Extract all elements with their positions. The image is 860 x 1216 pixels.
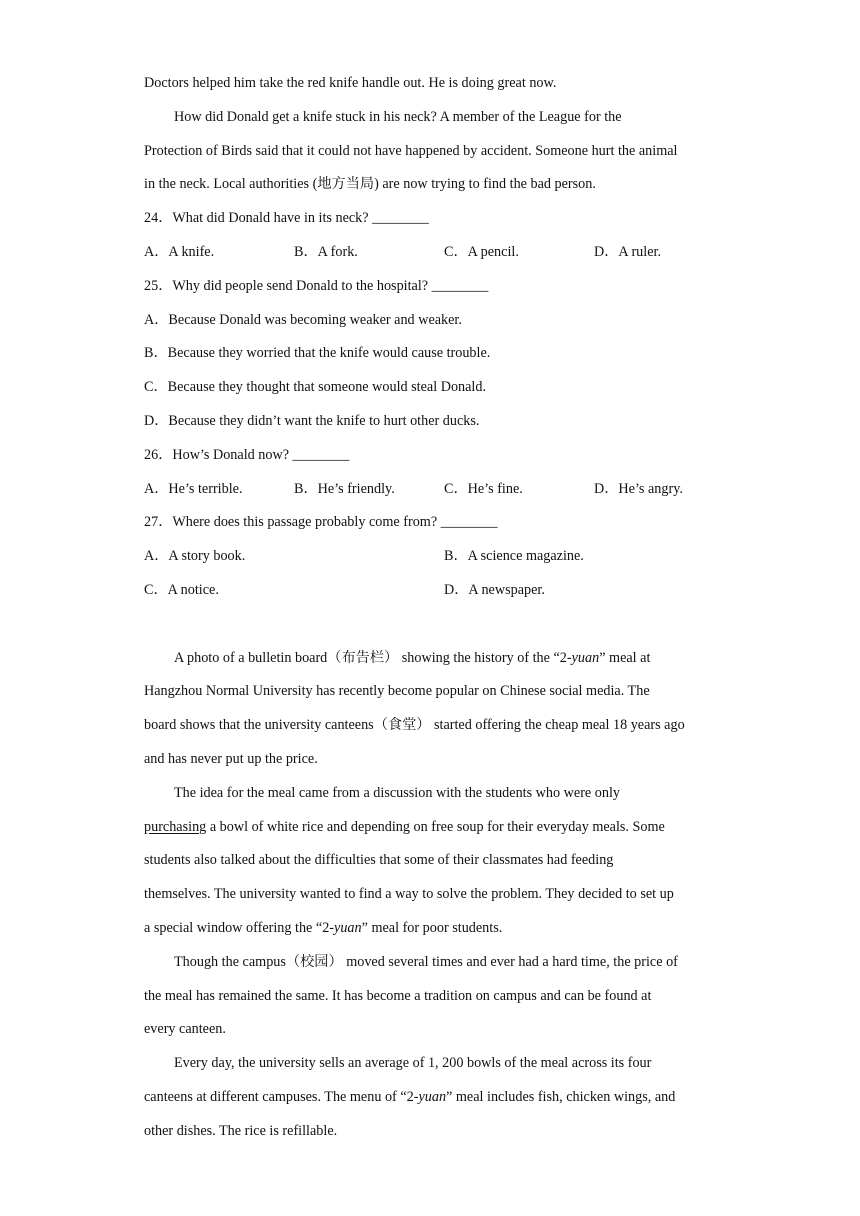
question-24-stem: 24．What did Donald have in its neck? ________ [144,210,429,226]
q25-option-c[interactable]: C．Because they thought that someone would steal Donald. [144,379,487,395]
q27-option-a[interactable]: A．A story book. [144,548,246,564]
passage-line: Protection of Birds said that it could not have happened by accident. Someone hurt the animal [144,143,678,159]
passage-line: other dishes. The rice is refillable. [144,1123,338,1139]
passage-line: themselves. The university wanted to find a way to solve the problem. They decided to set up [144,886,674,902]
q24-option-c[interactable]: C．A pencil. [444,244,519,260]
q25-option-d[interactable]: D．Because they didn’t want the knife to hurt other ducks. [144,413,480,429]
q24-option-d[interactable]: D．A ruler. [594,244,661,260]
q27-option-d[interactable]: D．A newspaper. [444,582,545,598]
passage-line: and has never put up the price. [144,751,318,767]
question-25-stem: 25．Why did people send Donald to the hospital? ________ [144,278,489,294]
passage-line: in the neck. Local authorities (地方当局) are now trying to find the bad person. [144,176,596,192]
passage-line: every canteen. [144,1021,226,1037]
passage-line: students also talked about the difficulties that some of their classmates had feeding [144,852,614,868]
passage-line: Though the campus（校园） moved several times and ever had a hard time, the price of [174,954,678,970]
q27-option-b[interactable]: B．A science magazine. [444,548,584,564]
q26-option-d[interactable]: D．He’s angry. [594,481,683,497]
q26-option-b[interactable]: B．He’s friendly. [294,481,395,497]
passage-line: Every day, the university sells an average of 1, 200 bowls of the meal across its four [174,1055,652,1071]
passage-line: Hangzhou Normal University has recently become popular on Chinese social media. The [144,683,650,699]
passage-line: Doctors helped him take the red knife handle out. He is doing great now. [144,75,557,91]
underlined-word: purchasing [144,819,207,835]
q27-option-c[interactable]: C．A notice. [144,582,219,598]
q26-option-a[interactable]: A．He’s terrible. [144,481,243,497]
q25-option-a[interactable]: A．Because Donald was becoming weaker and weaker. [144,312,462,328]
question-27-stem: 27．Where does this passage probably come from? ________ [144,514,498,530]
passage-line: the meal has remained the same. It has become a tradition on campus and can be found at [144,988,652,1004]
passage-line: a special window offering the “2-yuan” meal for poor students. [144,920,503,936]
passage-line: The idea for the meal came from a discussion with the students who were only [174,785,620,801]
q26-option-c[interactable]: C．He’s fine. [444,481,523,497]
passage-line: purchasing a bowl of white rice and depending on free soup for their everyday meals. Some [144,819,665,835]
q25-option-b[interactable]: B．Because they worried that the knife would cause trouble. [144,345,491,361]
passage-line: board shows that the university canteens（食堂） started offering the cheap meal 18 years ago [144,717,685,733]
passage-line: A photo of a bulletin board（布告栏） showing the history of the “2-yuan” meal at [174,650,651,666]
question-26-stem: 26．How’s Donald now? ________ [144,447,350,463]
q24-option-b[interactable]: B．A fork. [294,244,358,260]
passage-line: How did Donald get a knife stuck in his neck? A member of the League for the [174,109,622,125]
passage-line: canteens at different campuses. The menu of “2-yuan” meal includes fish, chicken wings, and [144,1089,676,1105]
q24-option-a[interactable]: A．A knife. [144,244,215,260]
